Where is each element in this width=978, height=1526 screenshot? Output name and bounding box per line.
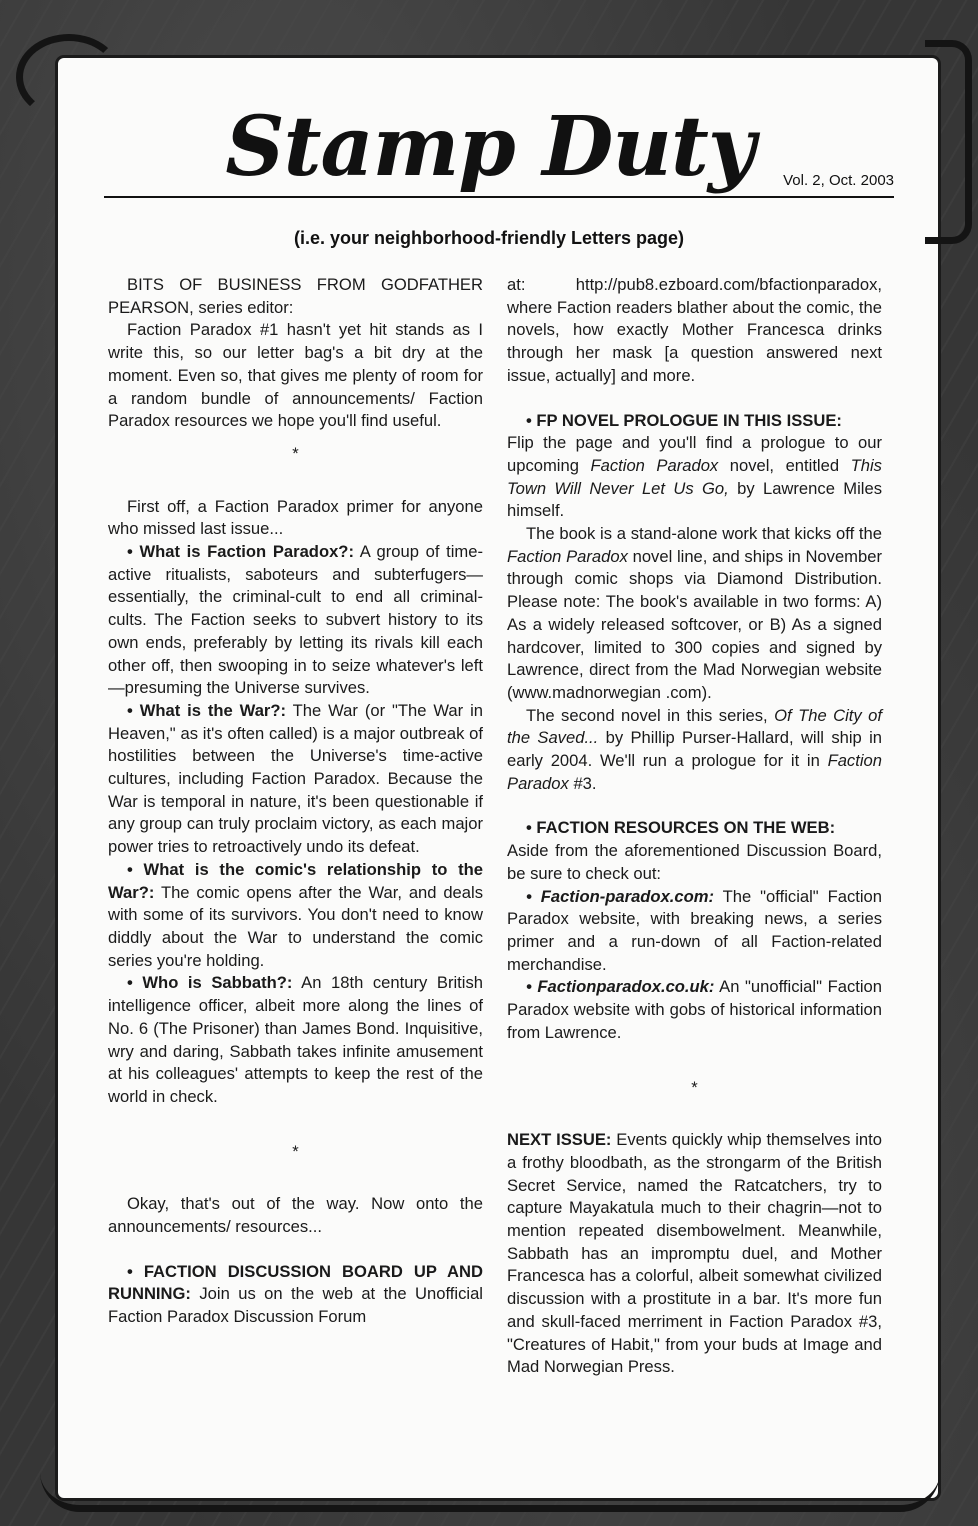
page-subtitle: (i.e. your neighborhood-friendly Letters page) xyxy=(293,228,685,248)
faq-body: The comic opens after the War, and deals with some of its survivors. You don't need to know diddly about the War to understand the comic series you're holding. xyxy=(108,882,483,970)
separator-1: * xyxy=(292,443,299,463)
prologue-label: • FP NOVEL PROLOGUE IN THIS ISSUE: xyxy=(526,410,842,430)
transition-text: Okay, that's out of the way. Now onto the announcements/ resources... xyxy=(108,1194,483,1237)
faq-body: A group of time-active ritualists, saboteurs and subterfugers—essentially, the criminal-cult to end all criminal-cults. The Faction seeks to subvert history to its own ends, preferably by letting its rivals kill each other off, then swooping in to seize whatever's left—presuming the Universe survives. xyxy=(108,542,484,698)
web-resources xyxy=(507,817,882,840)
book-details: The book is a stand-alone work that kicks off the Faction Paradox novel line, and ships in November through comic shops via Diamond Distribution. Please note: The book's available in two forms: A) As a widely released softcover, or B) As a signed hardcover, limited to 300 copies and signed by Lawrence, direct from the Mad Norwegian website (www.madnorwegian .com). xyxy=(507,524,882,702)
second-novel: The second novel in this series, Of The City of the Saved... by Phillip Purser-Hallard, will ship in early 2004. We'll run a prologue for it in Faction Paradox #3. xyxy=(507,705,882,793)
faq-item xyxy=(108,972,483,1108)
next-issue-body: Events quickly whip themselves into a frothy bloodbath, as the strongarm of the British Secret Service, named the Ratcatchers, try to capture Mayakatula much to their chagrin—not to mention repeated disembowelment. Meanwhile, Sabbath has an impromptu duel, and Mother Francesca has a colorful, albeit somewhat civilized discussion with a prostitute in a bar. It's more fun and skull-faced merriment in Faction Paradox #3, "Creatures of Habit," from your buds at Image and Mad Norwegian Press. xyxy=(507,1130,882,1377)
site-item: • Factionparadox.co.uk: An "unofficial" Faction Paradox website with gobs of historical information from Lawrence. xyxy=(507,977,882,1042)
left-column xyxy=(108,274,483,1329)
faq-body: The War (or "The War in Heaven," as it's often called) is a major outbreak of hostilities between the Universe's time-active cultures, including Faction Paradox. Because the War is temporal in nature, it's been questionable if any group can truly proclaim victory, as each major power tries to retroactively undo its defeat. xyxy=(108,700,483,857)
faq-label: • Who is Sabbath?: xyxy=(127,973,293,993)
faq-label: • What is the comic's relationship to the War?: xyxy=(108,859,483,902)
separator-3: * xyxy=(691,1077,698,1097)
faq-label: • What is the War?: xyxy=(127,700,287,720)
faq-item xyxy=(108,700,483,859)
faq-item xyxy=(108,859,483,973)
scroll-curl-left-ornament xyxy=(16,34,122,120)
faq-label: • What is Faction Paradox?: xyxy=(127,542,354,562)
faq-item xyxy=(108,541,483,700)
site-link[interactable]: • Factionparadox.co.uk: xyxy=(526,977,715,997)
separator-2: * xyxy=(292,1141,299,1161)
page-title: Stamp Duty xyxy=(225,99,755,195)
board-announcement xyxy=(108,1261,483,1329)
intro-body: Faction Paradox #1 hasn't yet hit stands as I write this, so our letter bag's a bit dry at the moment. Even so, that gives me plenty of room for a random bundle of announcements/ Faction Paradox resources we hope you'll find useful. xyxy=(108,320,483,431)
prologue-announcement xyxy=(507,410,882,433)
volume-info: Vol. 2, Oct. 2003 xyxy=(783,172,894,189)
web-label: • FACTION RESOURCES ON THE WEB: xyxy=(526,818,836,838)
faq-body: An 18th century British intelligence officer, albeit more along the lines of No. 6 (The Prisoner) than James Bond. Inquisitive, wry and daring, Sabbath takes infinite amusement at his colleagues' attempts to keep the rest of the world in check. xyxy=(108,973,483,1106)
web-body: Aside from the aforementioned Discussion Board, be sure to check out: xyxy=(507,841,882,883)
next-issue xyxy=(507,1129,882,1379)
board-continued: at: http://pub8.ezboard.com/bfactionparadox, where Faction readers blather about the comic, the novels, how exactly Mother Francesca drinks through her mask [a question answered next issue, actually] and more. xyxy=(507,275,882,385)
scroll-curl-right-ornament xyxy=(925,40,972,244)
intro-heading: BITS OF BUSINESS FROM GODFATHER PEARSON, series editor: xyxy=(108,275,483,317)
board-body: Join us on the web at the Unofficial Faction Paradox Discussion Forum xyxy=(108,1284,483,1327)
next-issue-label: NEXT ISSUE: xyxy=(507,1130,612,1150)
title-rule xyxy=(104,196,894,198)
prologue-body: Flip the page and you'll find a prologue to our upcoming Faction Paradox novel, entitled This Town Will Never Let Us Go, by Lawrence Miles himself. xyxy=(507,433,882,521)
site-link[interactable]: • Faction-paradox.com: xyxy=(526,886,715,906)
board-label: • FACTION DISCUSSION BOARD UP AND RUNNING: xyxy=(108,1261,483,1304)
primer-intro: First off, a Faction Paradox primer for anyone who missed last issue... xyxy=(108,496,483,539)
right-column xyxy=(507,274,882,1379)
scroll-bottom-ornament xyxy=(40,1465,940,1512)
site-item: • Faction-paradox.com: The "official" Faction Paradox website, with breaking news, a series primer and a run-down of all Faction-related merchandise. xyxy=(507,886,883,974)
